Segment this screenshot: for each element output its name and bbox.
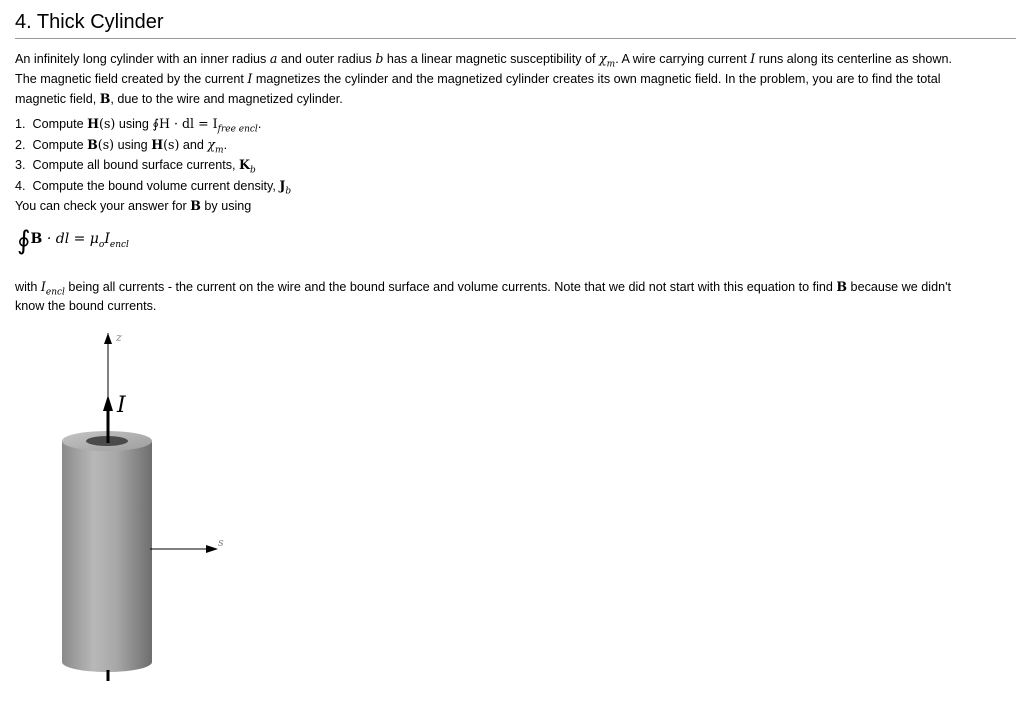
- section-title: 4. Thick Cylinder: [15, 0, 1016, 39]
- s-axis-label: s: [218, 536, 224, 549]
- closing-paragraph: [15, 277, 1016, 316]
- text: and outer radius: [277, 52, 376, 66]
- text: You can check your answer for: [15, 199, 191, 213]
- math-sub: b: [285, 186, 292, 197]
- math-var-b: b: [375, 51, 384, 66]
- text: runs along its centerline as shown.: [755, 52, 952, 66]
- math-var-B: B: [99, 91, 111, 106]
- math-H: H: [87, 116, 100, 131]
- intro-line-2: [15, 69, 1016, 89]
- contour-integral-symbol: ∮: [17, 226, 31, 256]
- math-H: H: [151, 136, 164, 152]
- math-arg: (s): [97, 136, 115, 152]
- math-sub: b: [249, 165, 256, 176]
- text: .: [223, 137, 228, 152]
- text: and: [179, 137, 208, 152]
- math-sub: o: [98, 239, 105, 250]
- cylinder-figure: [50, 325, 240, 690]
- current-label: I: [117, 393, 126, 418]
- math-expr: · dl = μ: [42, 231, 99, 247]
- math-var-a: a: [269, 51, 278, 66]
- text: using: [115, 117, 153, 131]
- math-B: B: [836, 279, 848, 294]
- math-chi: χ: [207, 136, 216, 152]
- intro-paragraph: [15, 49, 1016, 109]
- math-chi-sub: m: [606, 59, 616, 70]
- ampere-equation: [17, 226, 129, 256]
- text: has a linear magnetic susceptibility of: [383, 52, 600, 66]
- steps-list: [15, 114, 291, 196]
- math-ampere-H: ∮H · dl = I: [152, 116, 218, 131]
- math-I: I: [104, 231, 110, 247]
- text: Compute all bound surface currents,: [32, 158, 240, 172]
- math-B: B: [190, 198, 201, 213]
- math-K: K: [239, 157, 250, 172]
- s-axis-arrowhead: [206, 545, 218, 553]
- step-number: 2.: [15, 137, 26, 152]
- math-sub: free encl: [217, 124, 258, 135]
- text: with: [15, 280, 41, 294]
- text: being all currents - the current on the wire and the bound surface and volume currents. Note that we did not start with this equation to find: [64, 280, 837, 294]
- step-number: 3.: [15, 158, 26, 172]
- text: magnetic field,: [15, 92, 100, 106]
- math-sub: m: [215, 145, 224, 156]
- text: , due to the wire and magnetized cylinder.: [110, 92, 343, 106]
- text: magnetizes the cylinder and the magnetized cylinder creates its own magnetic field. In the problem, you are to find the total: [252, 72, 941, 86]
- text: An infinitely long cylinder with an inner radius: [15, 52, 270, 66]
- math-chi: χ: [599, 51, 607, 66]
- step-number: 4.: [15, 178, 26, 193]
- list-item: [15, 155, 291, 176]
- math-arg: (s): [163, 136, 180, 152]
- text: using: [114, 137, 152, 152]
- math-J: J: [279, 177, 286, 193]
- list-item: [15, 176, 291, 197]
- math-B: B: [30, 231, 43, 247]
- intro-line-1: [15, 49, 1016, 69]
- text: . A wire carrying current: [615, 52, 751, 66]
- intro-line-3: [15, 89, 1016, 109]
- math-I: I: [40, 279, 46, 294]
- text: by using: [200, 199, 252, 213]
- math-sub: encl: [45, 287, 65, 298]
- z-axis-label: z: [116, 331, 122, 344]
- list-item: [15, 114, 291, 135]
- current-arrowhead: [103, 395, 113, 411]
- text: because we didn't: [847, 280, 951, 294]
- math-arg: (s): [99, 116, 116, 131]
- math-sub: encl: [109, 239, 129, 250]
- step-number: 1.: [15, 117, 26, 131]
- closing-line-2: know the bound currents.: [15, 299, 157, 313]
- math-B: B: [87, 136, 98, 152]
- cylinder-bottom: [62, 652, 152, 672]
- math-var-I: I: [750, 51, 756, 66]
- text: Compute the bound volume current density,: [32, 178, 280, 193]
- text: Compute: [32, 117, 88, 131]
- math-var-I: I: [247, 71, 253, 86]
- check-line: [15, 196, 251, 216]
- z-axis-arrowhead: [104, 333, 112, 344]
- text: .: [257, 117, 262, 131]
- list-item: [15, 135, 291, 156]
- text: Compute: [32, 137, 88, 152]
- text: The magnetic field created by the current: [15, 72, 248, 86]
- cylinder-body: [62, 441, 152, 662]
- closing-line-1: [15, 277, 1016, 297]
